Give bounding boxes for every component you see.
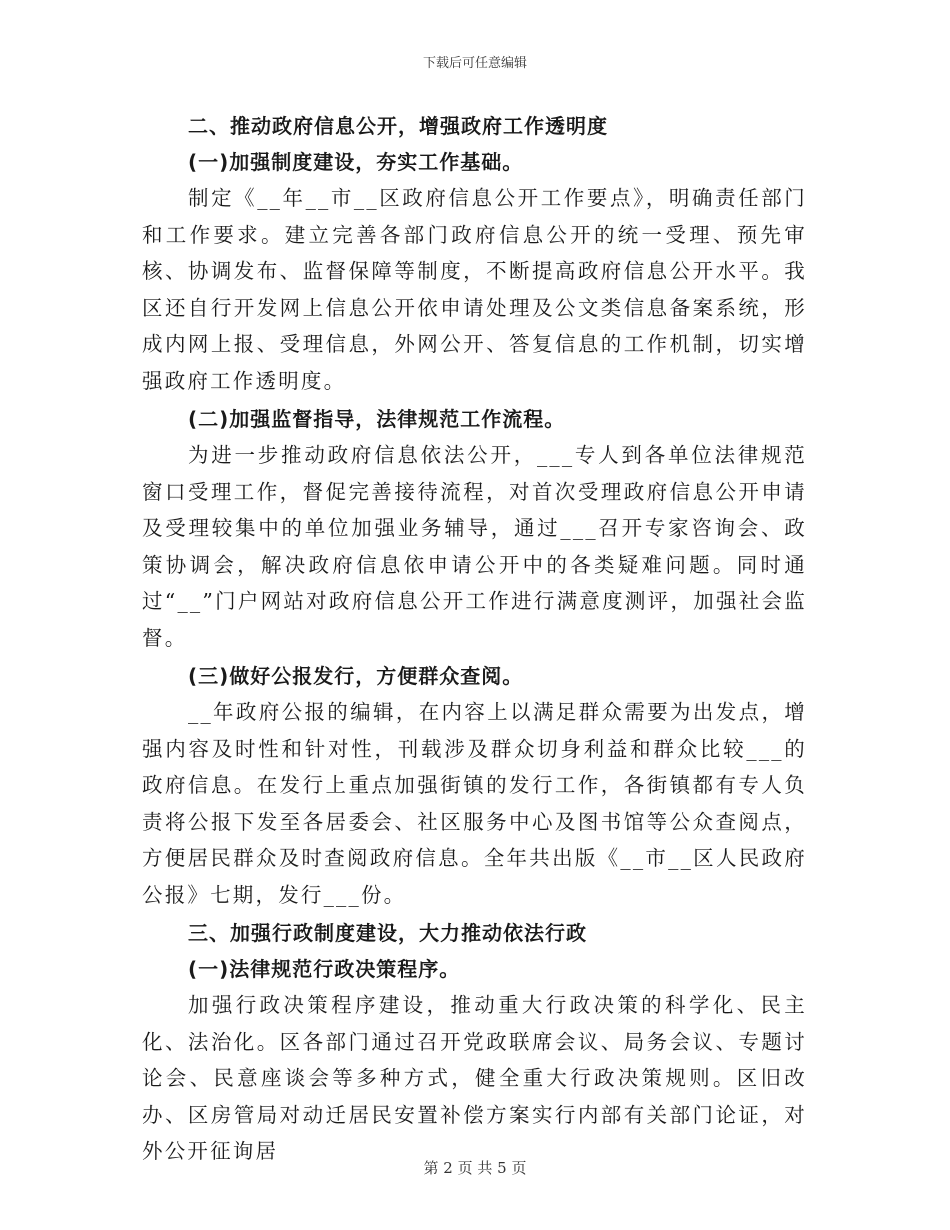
paragraph: 加强行政决策程序建设，推动重大行政决策的科学化、民主化、法治化。区各部门通过召开党政联席会议、局务会议、专题讨论会、民意座谈会等多种方式，健全重大行政决策规则。区旧改办、区房管局对动迁居民安置补偿方案实行内部有关部门论证，对外公开征询居 bbox=[142, 993, 807, 1163]
paragraph: 制定《__年__市__区政府信息公开工作要点》，明确责任部门和工作要求。建立完善各部门政府信息公开的统一受理、预先审核、协调发布、监督保障等制度，不断提高政府信息公开水平。我区还自行开发网上信息公开依申请处理及公文类信息备案系统，形成内网上报、受理信息，外网公开、答复信息的工作机制，切实增强政府工作透明度。 bbox=[142, 186, 807, 393]
section-heading: 三、加强行政制度建设，大力推动依法行政 bbox=[188, 921, 587, 945]
paragraph: 为进一步推动政府信息依法公开，___专人到各单位法律规范窗口受理工作，督促完善接待流程，对首次受理政府信息公开申请及受理较集中的单位加强业务辅导，通过___召开专家咨询会、政策协调会，解决政府信息依申请公开中的各类疑难问题。同时通过“__”门户网站对政府信息公开工作进行满意度测评，加强社会监督。 bbox=[142, 443, 807, 650]
subsection-heading: (一)加强制度建设，夯实工作基础。 bbox=[188, 150, 524, 174]
subsection-heading: (一)法律规范行政决策程序。 bbox=[188, 957, 461, 981]
subsection-heading: (三)做好公报发行，方便群众查阅。 bbox=[188, 664, 524, 688]
subsection-heading: (二)加强监督指导，法律规范工作流程。 bbox=[188, 407, 566, 431]
paragraph: __年政府公报的编辑，在内容上以满足群众需要为出发点，增强内容及时性和针对性，刊载涉及群众切身利益和群众比较___的政府信息。在发行上重点加强街镇的发行工作，各街镇都有专人负责将公报下发至各居委会、社区服务中心及图书馆等公众查阅点，方便居民群众及时查阅政府信息。全年共出版《__市__区人民政府公报》七期，发行___份。 bbox=[142, 700, 807, 907]
page-footer: 第 2 页 共 5 页 bbox=[423, 1159, 527, 1177]
section-heading: 二、推动政府信息公开，增强政府工作透明度 bbox=[188, 114, 608, 138]
document-body bbox=[142, 108, 807, 1170]
header-note: 下载后可任意编辑 bbox=[422, 56, 527, 71]
